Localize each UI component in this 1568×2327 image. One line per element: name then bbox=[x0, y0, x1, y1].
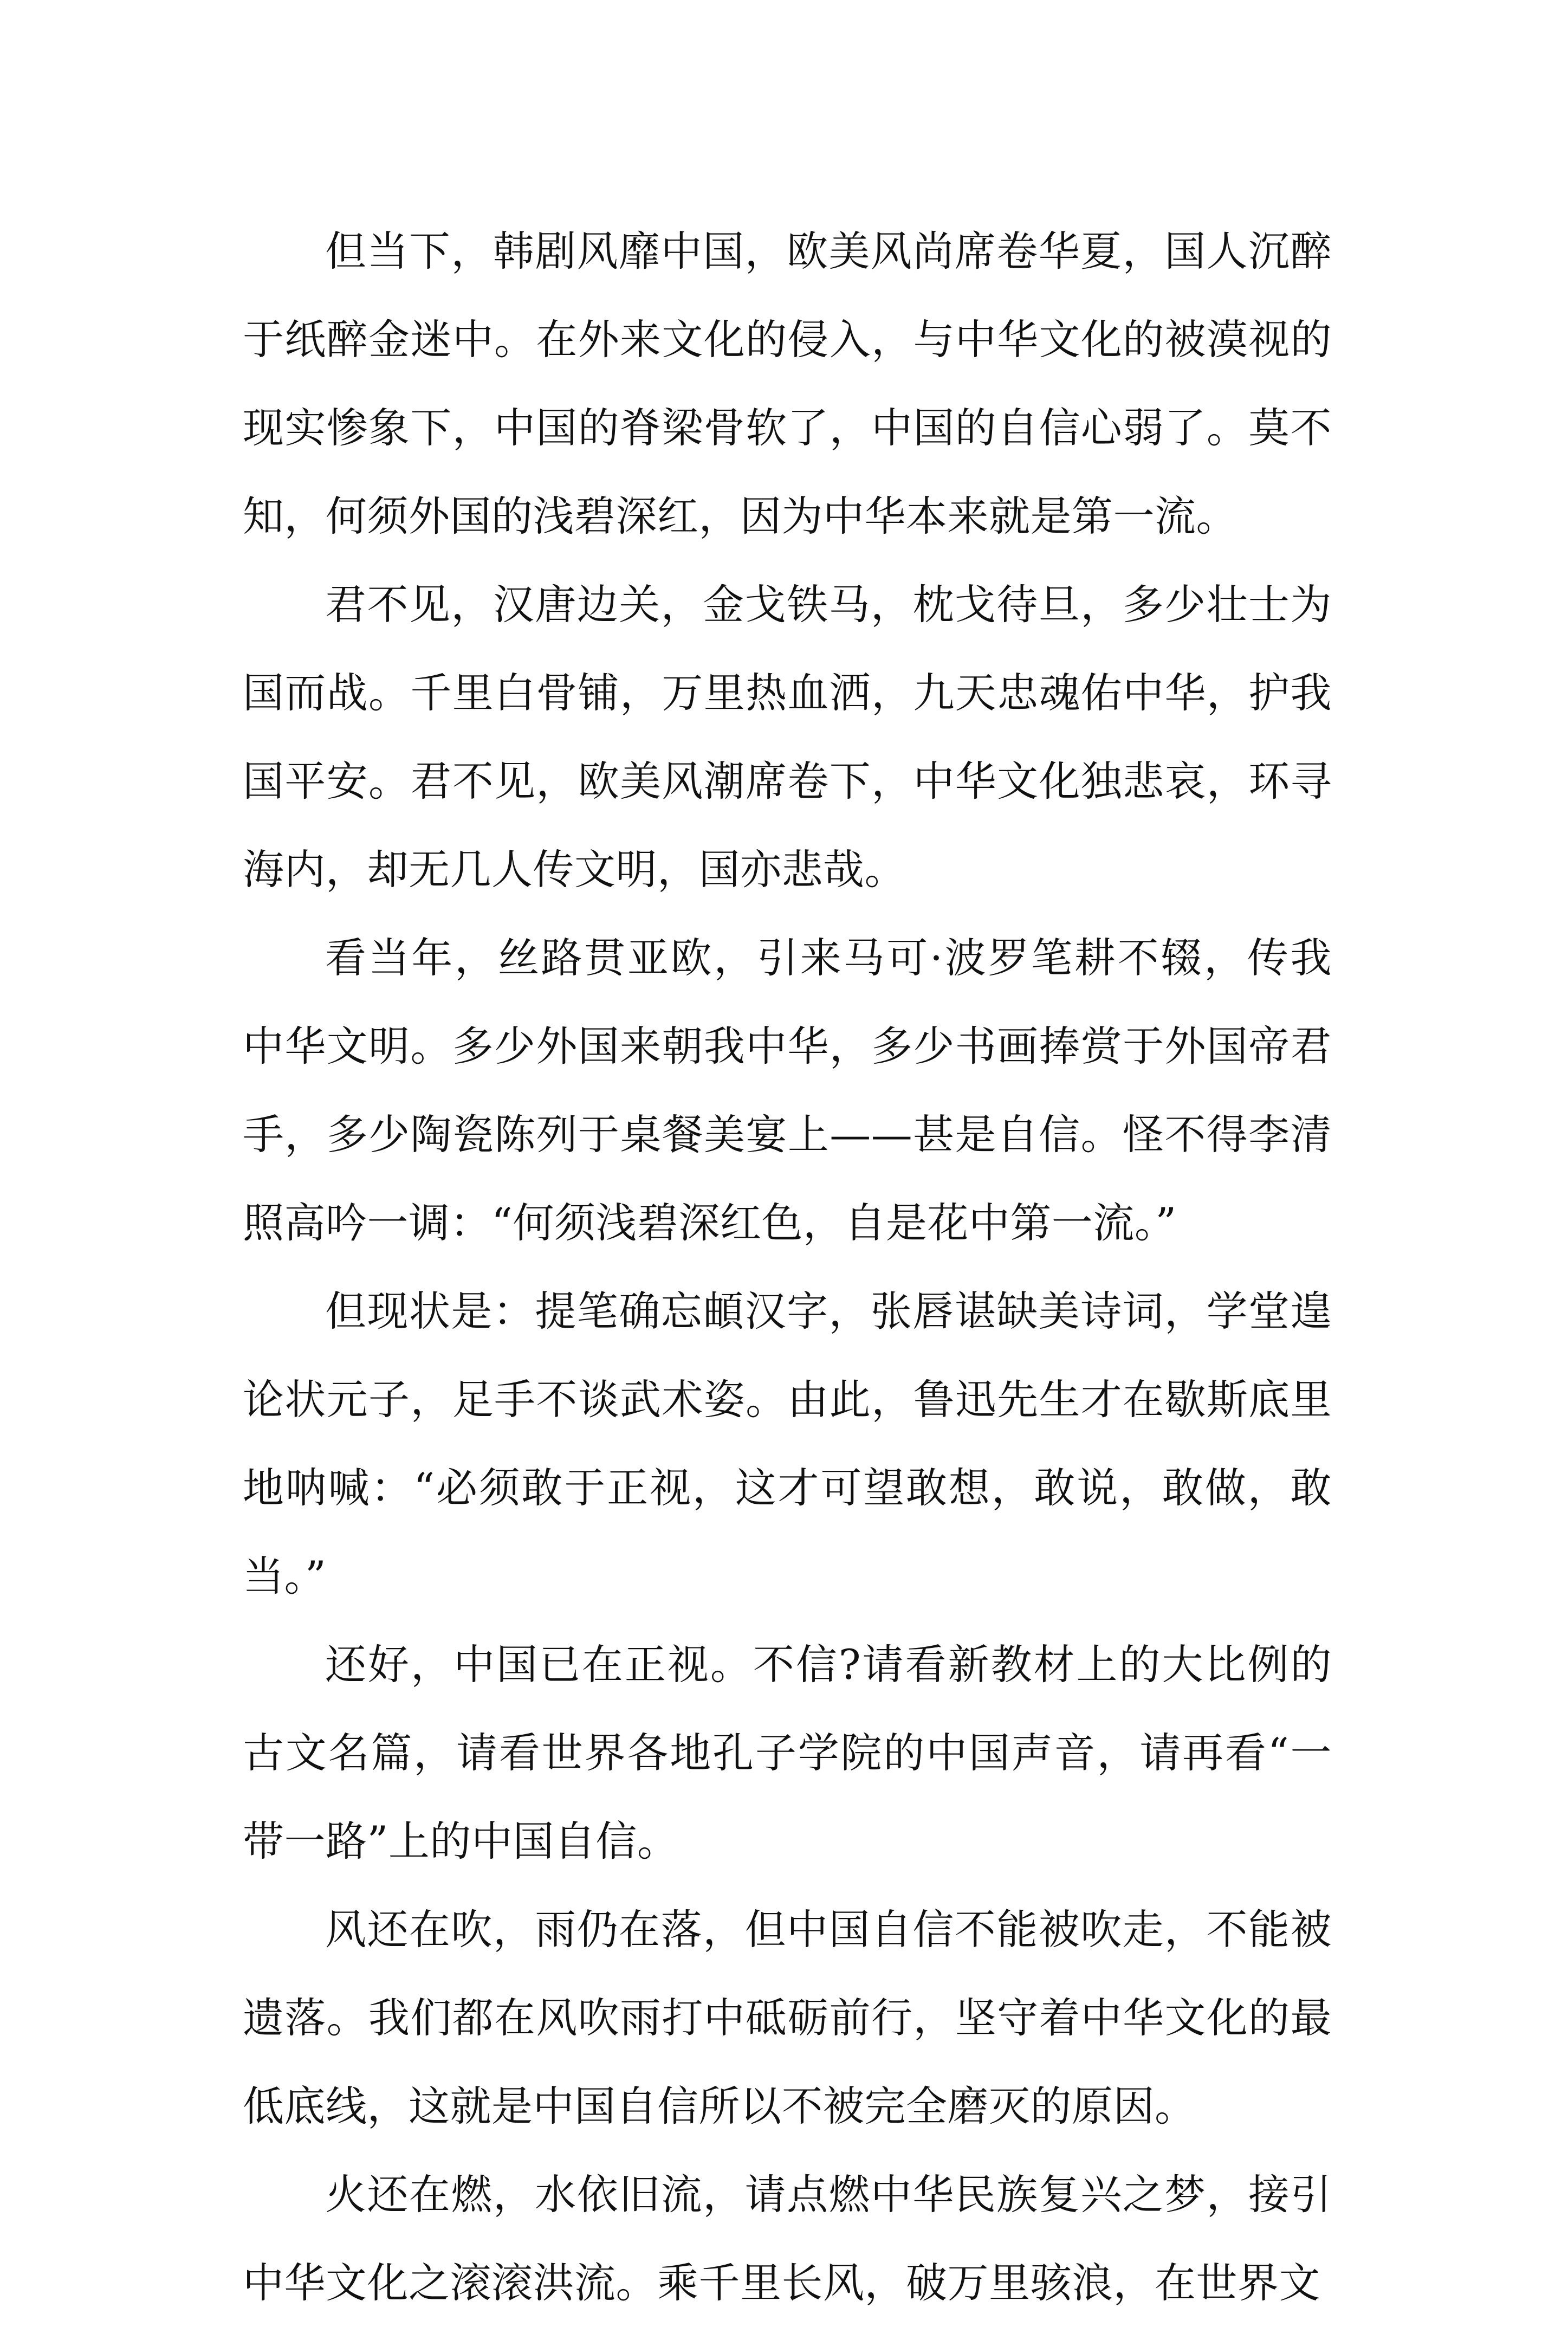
paragraph-6: 风还在吹，雨仍在落，但中国自信不能被吹走，不能被遗落。我们都在风吹雨打中砥砺前行，坚守着中华文化的最低底线，这就是中国自信所以不被完全磨灭的原因。 bbox=[243, 1905, 1332, 2130]
paragraph-3: 看当年，丝路贯亚欧，引来马可·波罗笔耕不辍，传我中华文明。多少外国来朝我中华，多少书画捧赏于外国帝君手，多少陶瓷陈列于桌餐美宴上——甚是自信。怪不得李清照高吟一调：“何须浅碧深红色，自是花中第一流。” bbox=[243, 934, 1332, 1247]
paragraph-7: 火还在燃，水依旧流，请点燃中华民族复兴之梦，接引中华文化之滚滚洪流。乘千里长风，破万里骇浪，在世界文 bbox=[243, 2170, 1332, 2307]
paragraph-2: 君不见，汉唐边关，金戈铁马，枕戈待旦，多少壮士为国而战。千里白骨铺，万里热血洒，九天忠魂佑中华，护我国平安。君不见，欧美风潮席卷下，中华文化独悲哀，环寻海内，却无几人传文明，国亦悲哉。 bbox=[243, 580, 1332, 894]
document-body bbox=[243, 207, 1332, 2327]
paragraph-1: 但当下，韩剧风靡中国，欧美风尚席卷华夏，国人沉醉于纸醉金迷中。在外来文化的侵入，与中华文化的被漠视的现实惨象下，中国的脊梁骨软了，中国的自信心弱了。莫不知，何须外国的浅碧深红，因为中华本来就是第一流。 bbox=[243, 227, 1332, 540]
paragraph-5: 还好，中国已在正视。不信?请看新教材上的大比例的古文名篇，请看世界各地孔子学院的中国声音，请再看“一带一路”上的中国自信。 bbox=[243, 1640, 1332, 1865]
paragraph-4: 但现状是：提笔确忘頔汉字，张唇谌缺美诗词，学堂遑论状元子，足手不谈武术姿。由此，鲁迅先生才在歇斯底里地呐喊：“必须敢于正视，这才可望敢想，敢说，敢做，敢当。” bbox=[243, 1287, 1332, 1600]
